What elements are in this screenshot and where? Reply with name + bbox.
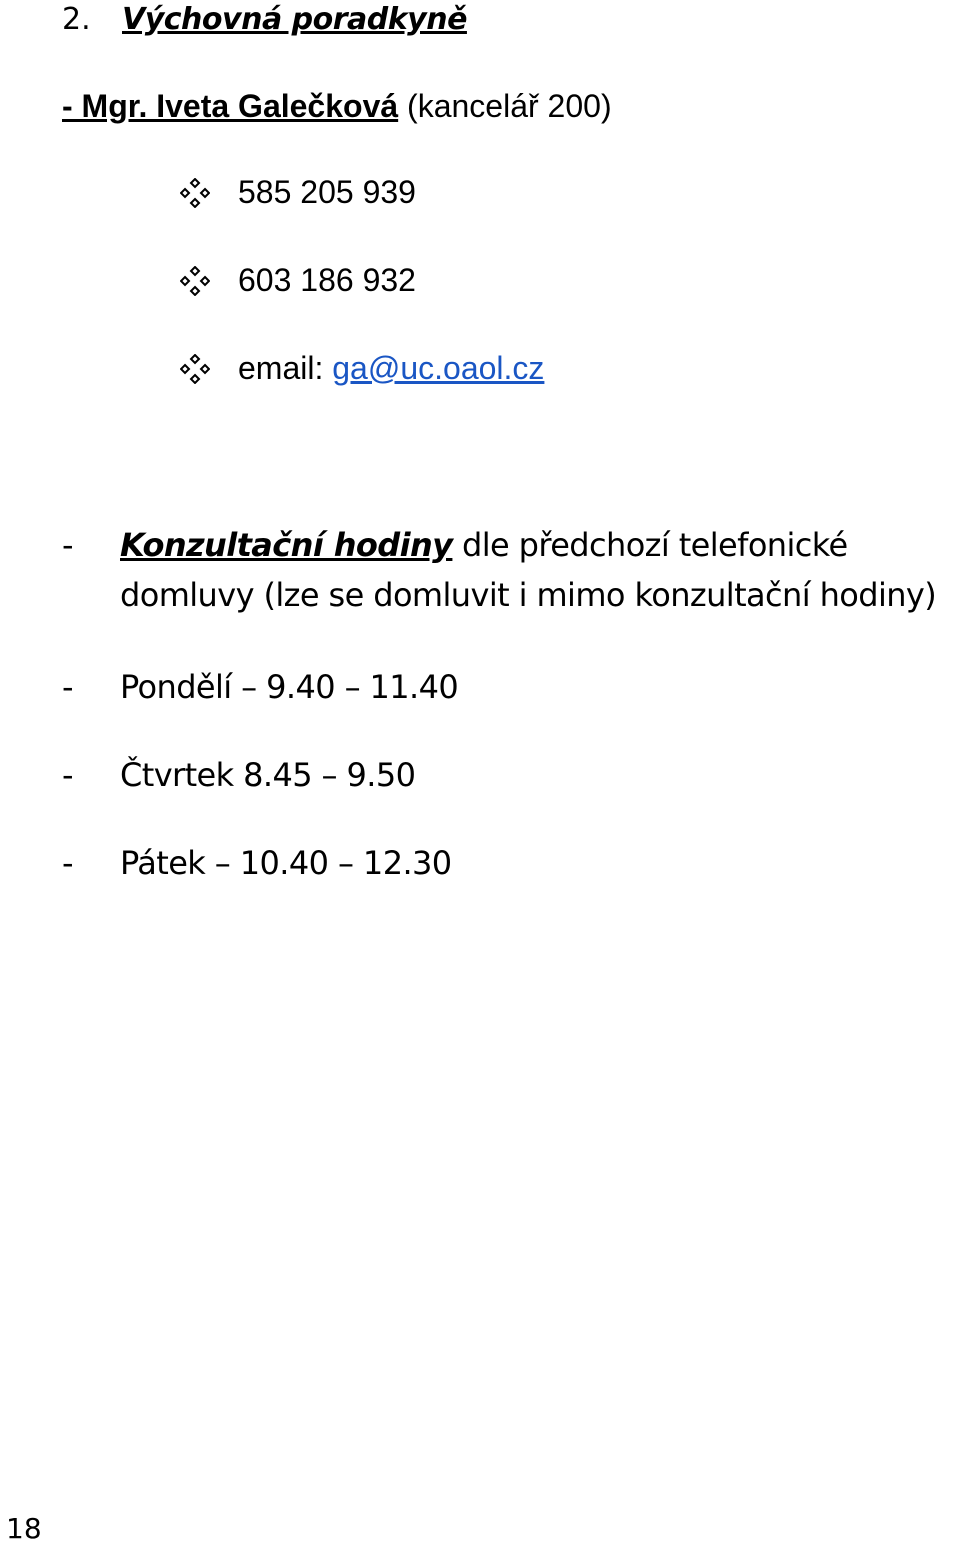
list-dash: - — [62, 526, 73, 564]
diamond-bullet-icon — [180, 178, 210, 208]
day-hours: Čtvrtek 8.45 – 9.50 — [120, 756, 416, 794]
section-number: 2. — [62, 2, 91, 37]
list-dash: - — [62, 844, 73, 882]
person-name: - Mgr. Iveta Galečková — [62, 88, 399, 124]
consultation-hours-text-line2: domluvy (lze se domluvit i mimo konzultační hodiny) — [120, 576, 937, 614]
phone-number: 603 186 932 — [238, 262, 416, 298]
contact-email — [180, 350, 544, 387]
page-number: 18 — [6, 1512, 42, 1545]
list-item — [62, 844, 452, 882]
contact-phone-1 — [180, 174, 416, 211]
contact-phone-2 — [180, 262, 416, 299]
person-line — [62, 88, 612, 125]
phone-number: 585 205 939 — [238, 174, 416, 210]
consultation-hours-text: dle předchozí telefonické — [452, 526, 848, 564]
list-item — [62, 668, 458, 706]
section-title: Výchovná poradkyně — [122, 2, 467, 37]
email-link[interactable]: ga@uc.oaol.cz — [332, 350, 545, 386]
consultation-hours — [62, 526, 936, 614]
day-hours: Pondělí – 9.40 – 11.40 — [120, 668, 459, 706]
consultation-hours-label: Konzultační hodiny — [120, 526, 453, 564]
diamond-bullet-icon — [180, 354, 210, 384]
person-office: (kancelář 200) — [407, 88, 612, 124]
email-label: email: — [238, 350, 324, 386]
day-hours: Pátek – 10.40 – 12.30 — [120, 844, 452, 882]
list-dash: - — [62, 756, 73, 794]
diamond-bullet-icon — [180, 266, 210, 296]
list-item — [62, 756, 415, 794]
list-dash: - — [62, 668, 73, 706]
